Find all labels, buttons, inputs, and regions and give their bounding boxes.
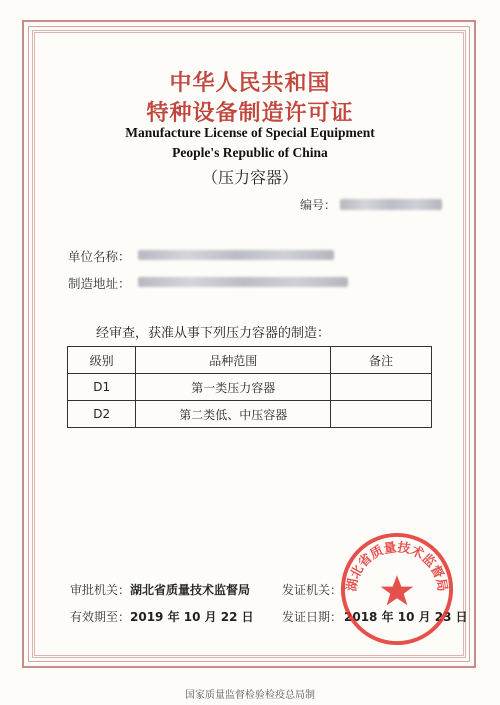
header-scope: 品种范围 bbox=[136, 347, 331, 374]
svg-text:湖北省质量技术监督局: 湖北省质量技术监督局 bbox=[344, 540, 450, 593]
table-row bbox=[68, 401, 432, 428]
certificate-number-label: 编号： bbox=[300, 198, 337, 212]
scope-table bbox=[67, 346, 432, 428]
subtitle-category: （压力容器） bbox=[201, 168, 298, 187]
valid-until-value: 2019 年 10 月 22 日 bbox=[130, 610, 254, 624]
approval-intro: 经审查，获准从事下列压力容器的制造： bbox=[96, 326, 331, 341]
address-label: 制造地址： bbox=[68, 276, 131, 291]
title-en-line2: People's Republic of China bbox=[172, 145, 328, 160]
title-cn-line1: 中华人民共和国 bbox=[169, 71, 331, 96]
address-redacted bbox=[138, 277, 348, 287]
certificate-number-redacted bbox=[340, 199, 442, 210]
seal-star-icon bbox=[381, 575, 414, 605]
approval-authority-value: 湖北省质量技术监督局 bbox=[130, 583, 251, 597]
cell-note bbox=[331, 374, 432, 401]
cell-grade: D1 bbox=[68, 374, 136, 401]
title-en-line1: Manufacture License of Special Equipment bbox=[125, 125, 375, 140]
official-seal bbox=[338, 530, 456, 648]
issue-date-value: 2018 年 10 月 23 日 bbox=[344, 610, 468, 624]
approval-authority-label: 审批机关： bbox=[70, 583, 131, 597]
unit-name-label: 单位名称： bbox=[68, 249, 131, 264]
table-row bbox=[68, 374, 432, 401]
table-header-row bbox=[68, 347, 432, 374]
header-grade: 级别 bbox=[68, 347, 136, 374]
cell-note bbox=[331, 401, 432, 428]
header-note: 备注 bbox=[331, 347, 432, 374]
issuer-footnote: 国家质量监督检验检疫总局制 bbox=[185, 690, 315, 701]
issuing-authority-label: 发证机关： bbox=[282, 583, 343, 597]
unit-name-redacted bbox=[138, 250, 334, 260]
cell-grade: D2 bbox=[68, 401, 136, 428]
valid-until-label: 有效期至： bbox=[70, 610, 131, 624]
cell-scope: 第一类压力容器 bbox=[136, 374, 331, 401]
cell-scope: 第二类低、中压容器 bbox=[136, 401, 331, 428]
issue-date-label: 发证日期： bbox=[282, 610, 343, 624]
title-cn-line2: 特种设备制造许可证 bbox=[146, 101, 354, 126]
